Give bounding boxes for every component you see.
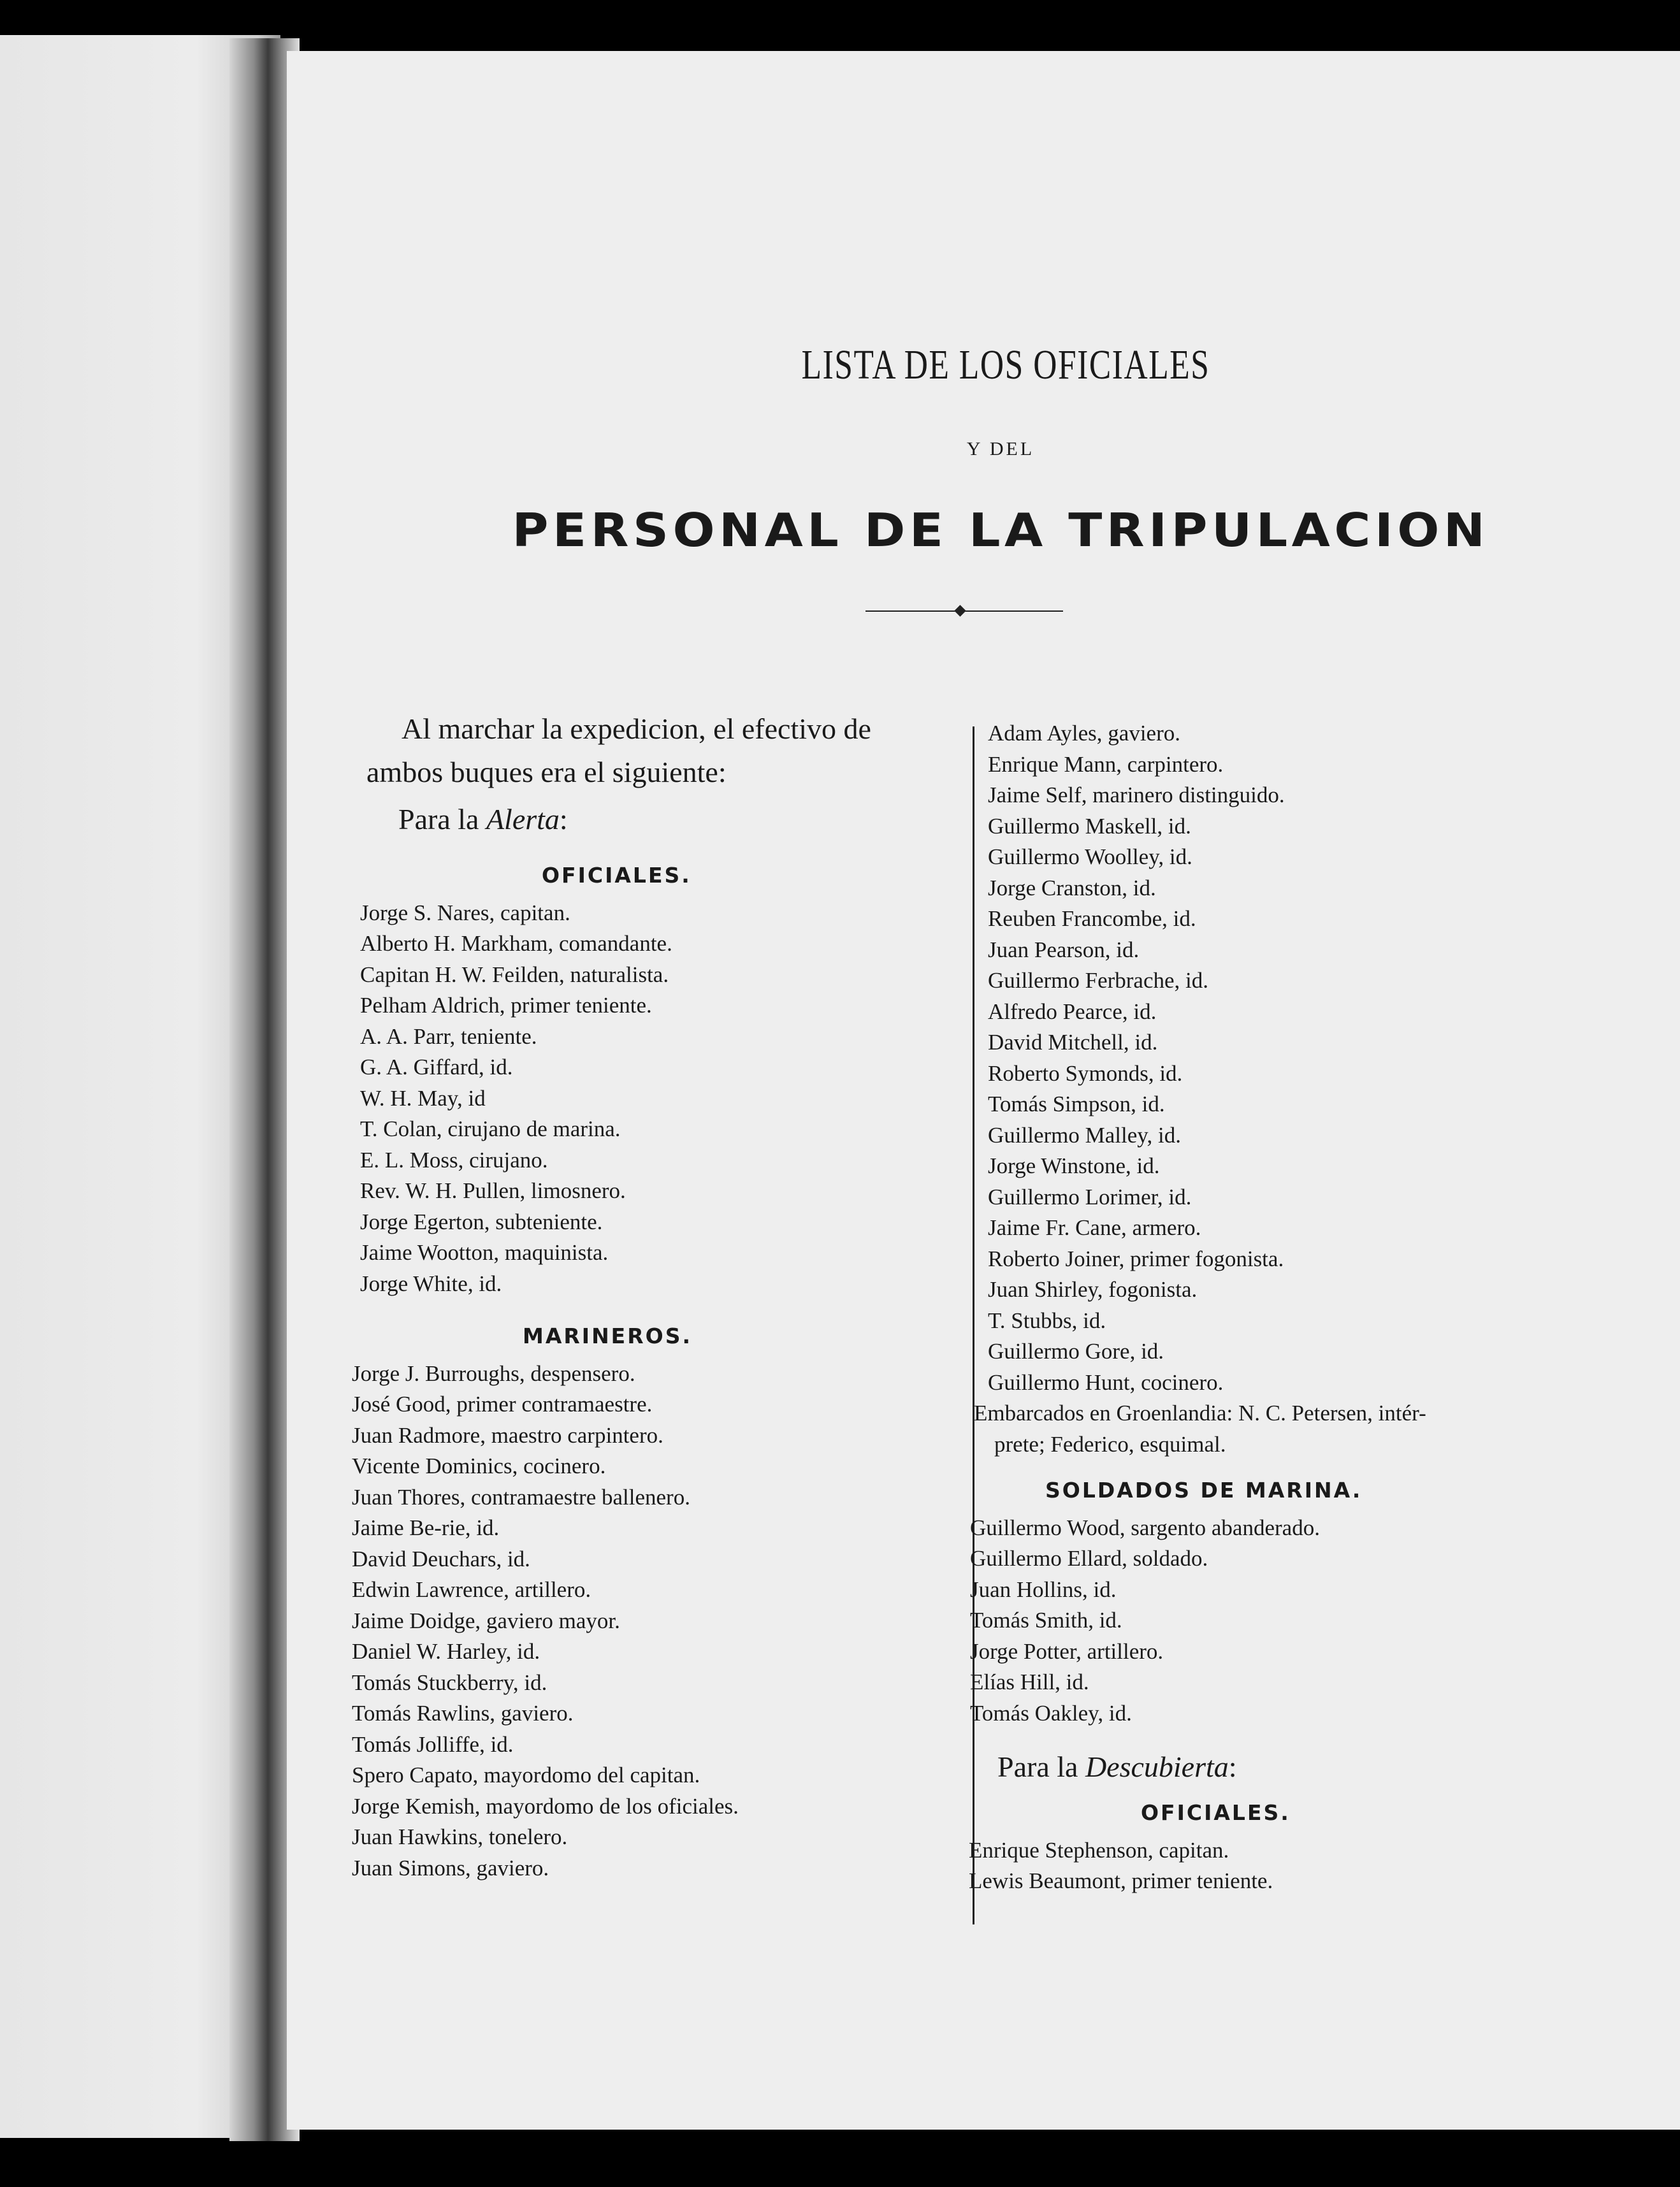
alerta-prefix: Para la bbox=[398, 803, 486, 835]
list-item-oficial: A. A. Parr, teniente. bbox=[360, 1023, 537, 1049]
page-subtitle: Y DEL bbox=[966, 438, 1035, 459]
list-item-oficial: Alberto H. Markham, comandante. bbox=[360, 931, 672, 956]
list-item-marinero: David Mitchell, id. bbox=[988, 1030, 1158, 1055]
marineros-right-list bbox=[969, 718, 1426, 1398]
list-item-oficial: T. Colan, cirujano de marina. bbox=[360, 1116, 621, 1141]
list-item-soldado: Juan Hollins, id. bbox=[970, 1577, 1117, 1602]
marineros-heading: MARINEROS. bbox=[523, 1324, 692, 1348]
list-item-marinero: José Good, primer contramaestre. bbox=[352, 1392, 653, 1417]
list-item-marinero: Guillermo Gore, id. bbox=[988, 1339, 1164, 1364]
list-item-oficial: Capitan H. W. Feilden, naturalista. bbox=[360, 962, 669, 987]
list-item-marinero: Juan Shirley, fogonista. bbox=[988, 1277, 1198, 1302]
list-item-soldado: Guillermo Ellard, soldado. bbox=[970, 1546, 1208, 1571]
list-item-marinero: Juan Pearson, id. bbox=[988, 937, 1140, 962]
list-item-marinero: Jorge Cranston, id. bbox=[988, 875, 1156, 900]
list-item-oficial: E. L. Moss, cirujano. bbox=[360, 1147, 548, 1173]
list-item-marinero: Jaime Doidge, gaviero mayor. bbox=[352, 1608, 620, 1633]
list-item-marinero: Tomás Stuckberry, id. bbox=[352, 1670, 547, 1695]
list-item-marinero: David Deuchars, id. bbox=[352, 1546, 530, 1571]
list-item-marinero: Juan Hawkins, tonelero. bbox=[352, 1824, 568, 1849]
list-item-soldado: Jorge Potter, artillero. bbox=[970, 1638, 1164, 1664]
list-item-marinero: Alfredo Pearce, id. bbox=[988, 999, 1157, 1024]
list-item-marinero: Guillermo Hunt, cocinero. bbox=[988, 1369, 1224, 1395]
oficiales-descubierta-heading: OFICIALES. bbox=[1141, 1800, 1291, 1825]
list-item-marinero: Guillermo Ferbrache, id. bbox=[988, 968, 1209, 993]
list-item-soldado: Guillermo Wood, sargento abanderado. bbox=[970, 1515, 1320, 1540]
list-item-soldado: Tomás Smith, id. bbox=[970, 1608, 1122, 1633]
list-item-marinero: Guillermo Lorimer, id. bbox=[988, 1184, 1192, 1209]
list-item-marinero: Roberto Symonds, id. bbox=[988, 1060, 1183, 1086]
descubierta-ship: Descubierta bbox=[1085, 1750, 1229, 1783]
list-item-soldado: Elías Hill, id. bbox=[970, 1670, 1089, 1694]
intro-line-2: ambos buques era el siguiente: bbox=[366, 756, 727, 788]
list-item-marinero: Reuben Francombe, id. bbox=[988, 906, 1196, 931]
list-item-marinero: Guillermo Malley, id. bbox=[988, 1122, 1181, 1148]
list-item-oficial: Jorge S. Nares, capitan. bbox=[360, 900, 570, 925]
list-item-oficial: Jorge White, id. bbox=[360, 1271, 502, 1296]
list-item-marinero: Tomás Simpson, id. bbox=[988, 1092, 1165, 1116]
alerta-suffix: : bbox=[559, 803, 568, 835]
marineros-left-list bbox=[338, 1359, 871, 1884]
list-item-oficial: Jaime Wootton, maquinista. bbox=[360, 1240, 609, 1265]
list-item-marinero: Adam Ayles, gaviero. bbox=[988, 721, 1180, 746]
list-item-oficial: W. H. May, id bbox=[360, 1085, 486, 1111]
descubierta-label bbox=[969, 1729, 1426, 1793]
embarcados-line-1: Embarcados en Groenlandia: N. C. Petersen, intér- bbox=[974, 1401, 1426, 1426]
list-item-marinero: Vicente Dominics, cocinero. bbox=[352, 1454, 606, 1478]
list-item-oficial: G. A. Giffard, id. bbox=[360, 1055, 513, 1079]
list-item-oficial: Rev. W. H. Pullen, limosnero. bbox=[360, 1178, 626, 1203]
list-item-marinero: Jaime Fr. Cane, armero. bbox=[988, 1215, 1201, 1240]
list-item-oficial: Jorge Egerton, subteniente. bbox=[360, 1209, 603, 1234]
list-item-marinero: Edwin Lawrence, artillero. bbox=[352, 1577, 591, 1602]
embarcados-line-2: prete; Federico, esquimal. bbox=[994, 1431, 1226, 1457]
list-item-marinero: Tomás Jolliffe, id. bbox=[352, 1731, 514, 1757]
soldados-list bbox=[969, 1513, 1426, 1729]
list-item-marinero: Spero Capato, mayordomo del capitan. bbox=[352, 1763, 700, 1787]
list-item-marinero: Jorge Kemish, mayordomo de los oficiales. bbox=[352, 1793, 739, 1819]
right-column bbox=[969, 718, 1426, 1897]
list-item-oficial: Enrique Stephenson, capitan. bbox=[969, 1837, 1229, 1863]
list-item-marinero: Guillermo Woolley, id. bbox=[988, 844, 1192, 869]
intro-line-1: Al marchar la expedicion, el efectivo de bbox=[402, 712, 871, 745]
list-item-marinero: Juan Simons, gaviero. bbox=[352, 1855, 549, 1880]
list-item-marinero: Jorge Winstone, id. bbox=[988, 1153, 1160, 1178]
list-item-marinero: Daniel W. Harley, id. bbox=[352, 1639, 540, 1664]
left-column bbox=[338, 707, 871, 1884]
alerta-label bbox=[338, 794, 871, 845]
descubierta-suffix: : bbox=[1228, 1750, 1237, 1783]
page-heading: PERSONAL DE LA TRIPULACION bbox=[512, 503, 1489, 557]
list-item-marinero: Guillermo Maskell, id. bbox=[988, 813, 1191, 839]
list-item-marinero: Juan Radmore, maestro carpintero. bbox=[352, 1422, 663, 1448]
list-item-marinero: Jorge J. Burroughs, despensero. bbox=[352, 1361, 635, 1386]
list-item-oficial: Pelham Aldrich, primer teniente. bbox=[360, 993, 652, 1018]
list-item-oficial: Lewis Beaumont, primer teniente. bbox=[969, 1868, 1273, 1893]
oficiales-alerta-list bbox=[338, 898, 871, 1300]
list-item-marinero: Jaime Be-rie, id. bbox=[352, 1515, 500, 1540]
soldados-heading: SOLDADOS DE MARINA. bbox=[1045, 1478, 1363, 1503]
list-item-marinero: Tomás Rawlins, gaviero. bbox=[352, 1701, 574, 1726]
alerta-ship: Alerta bbox=[486, 803, 560, 835]
list-item-marinero: Enrique Mann, carpintero. bbox=[988, 751, 1224, 777]
list-item-marinero: Jaime Self, marinero distinguido. bbox=[988, 783, 1285, 807]
list-item-soldado: Tomás Oakley, id. bbox=[970, 1700, 1132, 1726]
list-item-marinero: Roberto Joiner, primer fogonista. bbox=[988, 1246, 1284, 1271]
descubierta-prefix: Para la bbox=[997, 1750, 1085, 1783]
oficiales-descubierta-list bbox=[969, 1835, 1426, 1897]
oficiales-heading: OFICIALES. bbox=[542, 863, 692, 888]
page-title: LISTA DE LOS OFICIALES bbox=[801, 342, 1210, 388]
list-item-marinero: Juan Thores, contramaestre ballenero. bbox=[352, 1484, 690, 1510]
list-item-marinero: T. Stubbs, id. bbox=[988, 1308, 1106, 1333]
